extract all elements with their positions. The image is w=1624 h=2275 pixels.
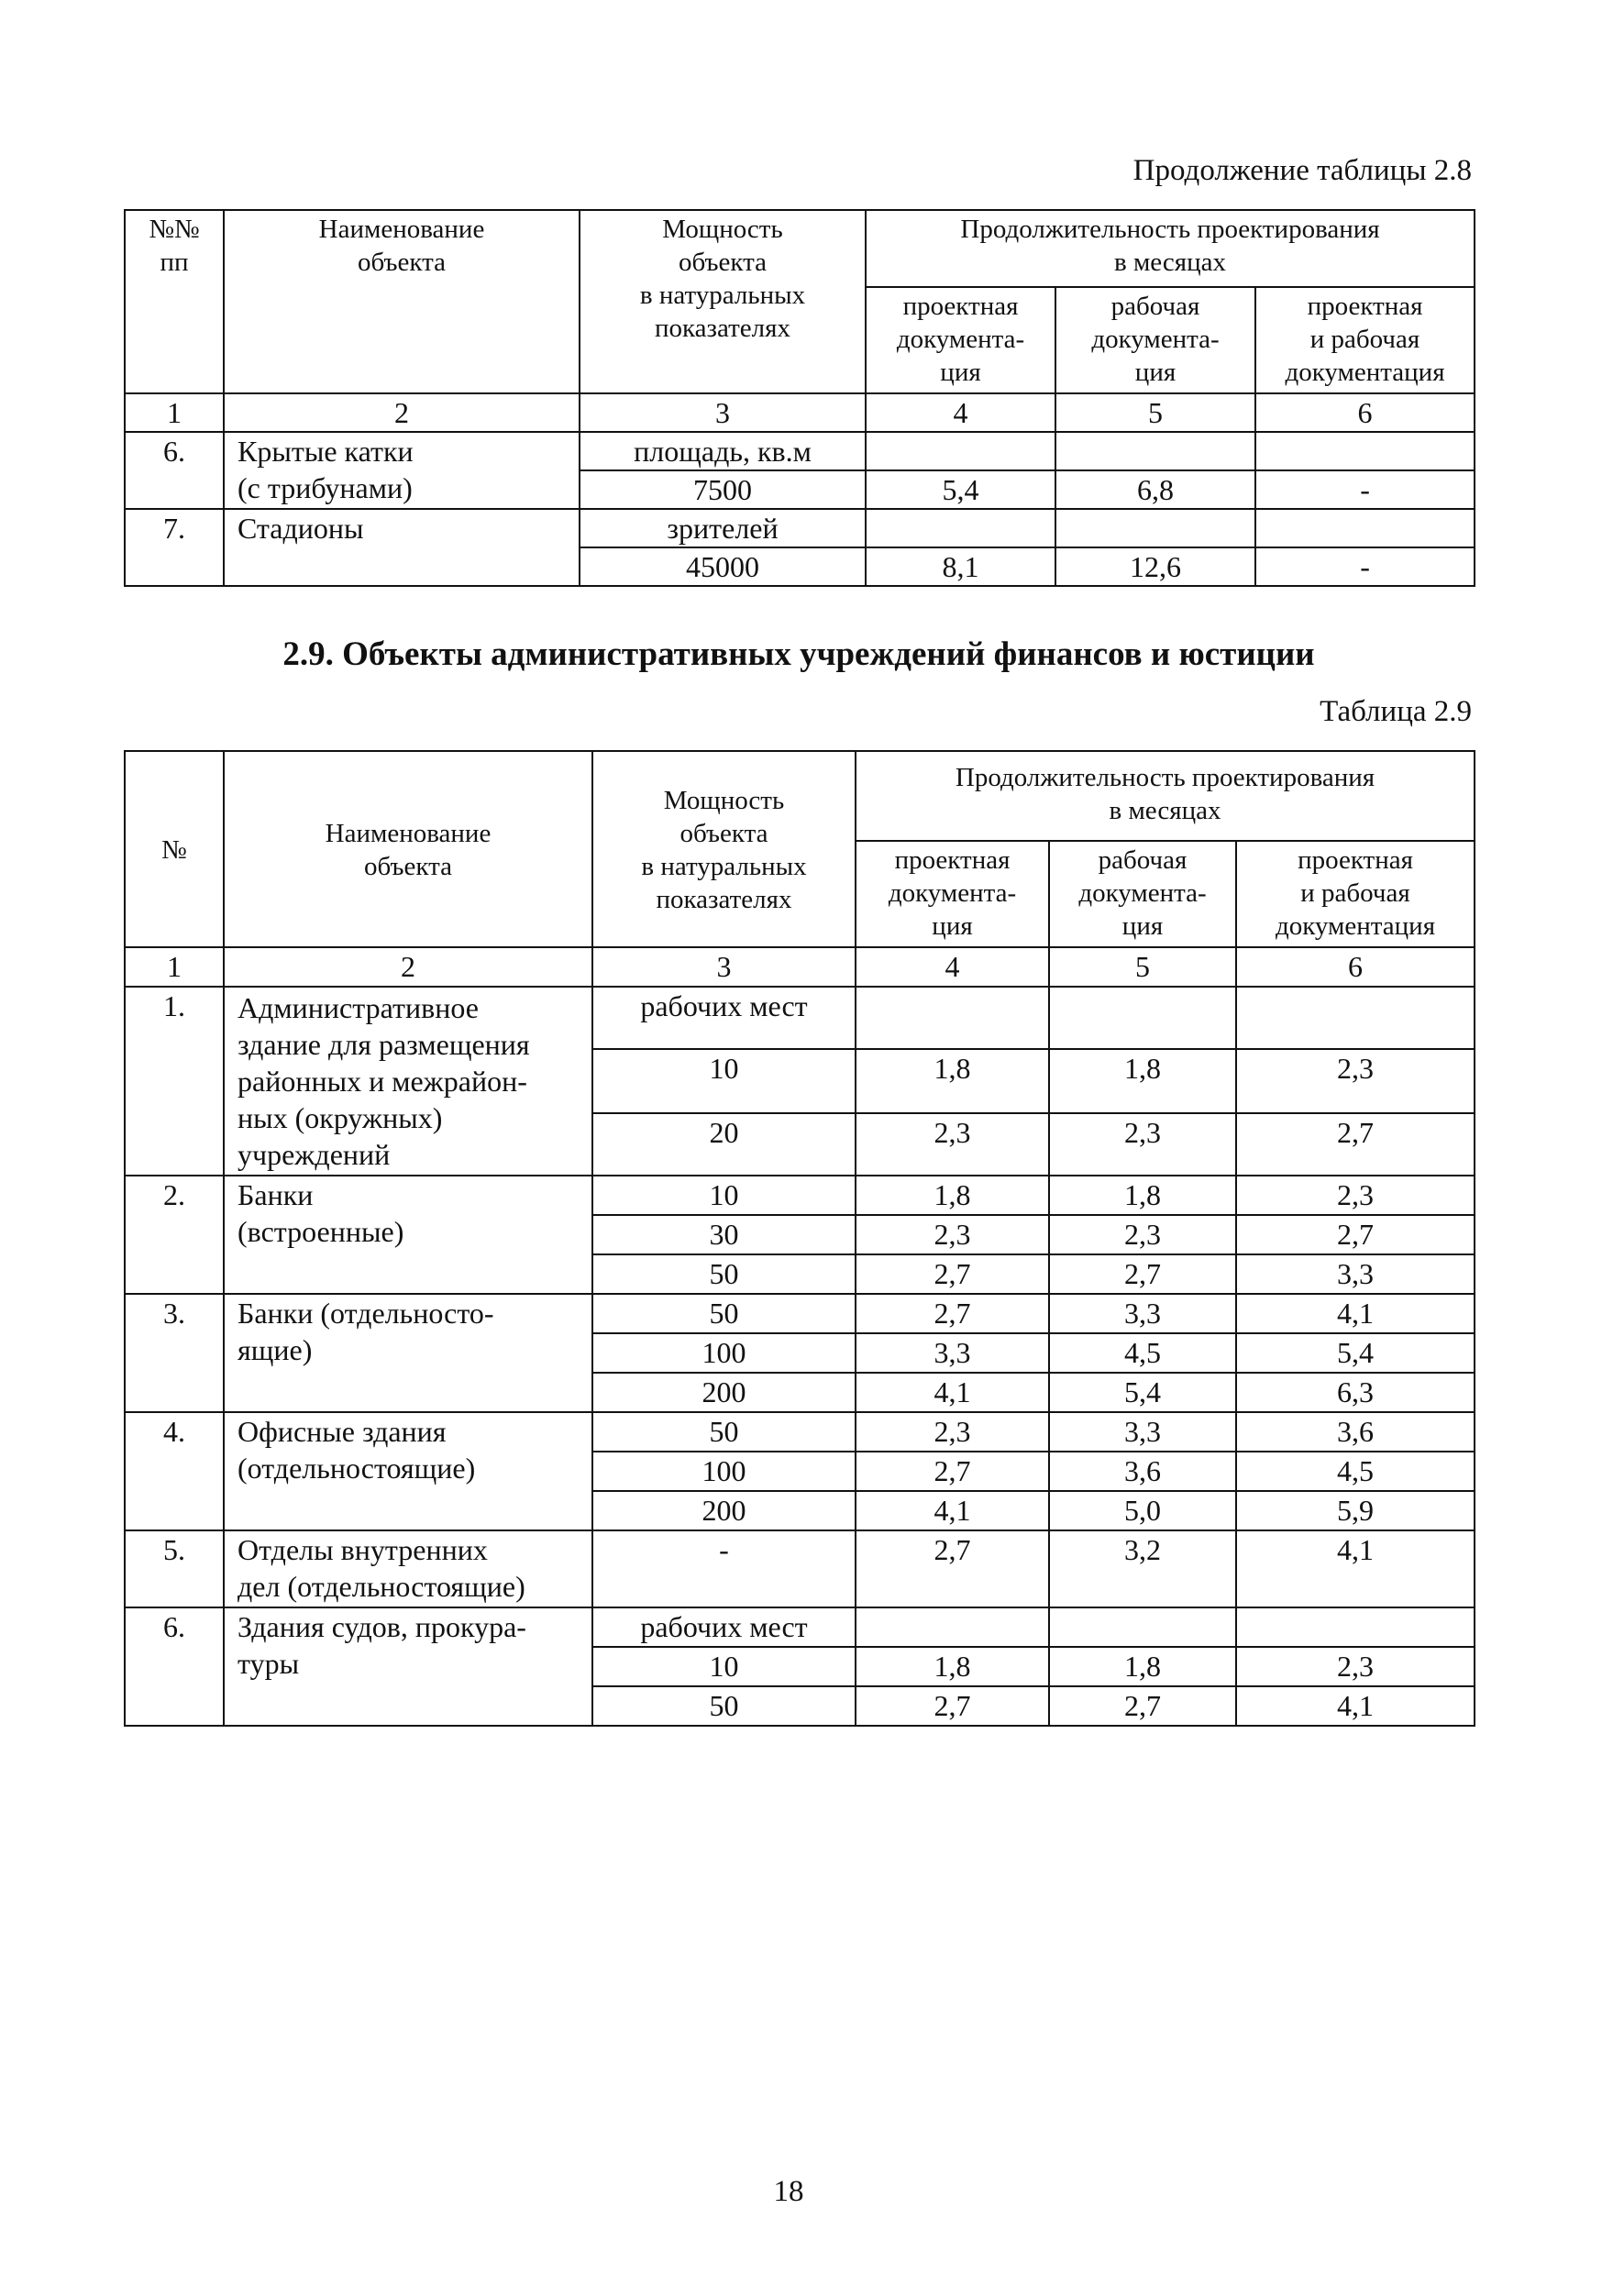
capacity-value: 50: [592, 1412, 856, 1452]
capacity-value: 20: [592, 1113, 856, 1176]
working-duration: 1,8: [1049, 1176, 1236, 1215]
empty-cell: [1049, 1607, 1236, 1647]
total-duration: 2,3: [1236, 1647, 1475, 1686]
capacity-unit: рабочих мест: [592, 1607, 856, 1647]
row-number: 6.: [125, 432, 224, 509]
capacity-unit: зрителей: [580, 509, 866, 547]
header-working-docs: рабочая документа- ция: [1055, 287, 1255, 393]
row-number: 6.: [125, 1607, 224, 1726]
total-duration: 3,6: [1236, 1412, 1475, 1452]
empty-cell: [1236, 1607, 1475, 1647]
working-duration: 5,0: [1049, 1491, 1236, 1530]
header-duration: Продолжительность проектирования в месяцах: [856, 751, 1475, 841]
total-duration: -: [1255, 547, 1475, 586]
total-duration: 6,3: [1236, 1373, 1475, 1412]
table-2-9-caption: Таблица 2.9: [1320, 695, 1472, 728]
table-2-8: [124, 209, 1475, 587]
working-duration: 2,7: [1049, 1686, 1236, 1726]
column-number: 1: [125, 393, 224, 432]
object-name-line: (с трибунами): [238, 471, 413, 504]
total-duration: 4,1: [1236, 1686, 1475, 1726]
capacity-value: 200: [592, 1373, 856, 1412]
empty-cell: [1049, 987, 1236, 1049]
empty-cell: [1236, 987, 1475, 1049]
capacity-unit: рабочих мест: [592, 987, 856, 1049]
object-name: Административное здание для размещения районных и межрайон- ных (окружных) учреждений: [224, 987, 592, 1176]
design-duration: 8,1: [866, 547, 1055, 586]
working-duration: 3,6: [1049, 1452, 1236, 1491]
object-name: Офисные здания (отдельностоящие): [224, 1412, 592, 1530]
header-design-docs: проектная документа- ция: [866, 287, 1055, 393]
total-duration: 2,7: [1236, 1113, 1475, 1176]
empty-cell: [856, 1607, 1049, 1647]
capacity-value: 100: [592, 1333, 856, 1373]
column-number: 4: [856, 947, 1049, 987]
working-duration: 2,7: [1049, 1254, 1236, 1294]
working-duration: 3,3: [1049, 1294, 1236, 1333]
total-duration: 3,3: [1236, 1254, 1475, 1294]
row-number: 2.: [125, 1176, 224, 1294]
design-duration: 4,1: [856, 1373, 1049, 1412]
column-number: 3: [592, 947, 856, 987]
design-duration: 1,8: [856, 1049, 1049, 1113]
capacity-value: 10: [592, 1049, 856, 1113]
column-number: 1: [125, 947, 224, 987]
capacity-value: 50: [592, 1294, 856, 1333]
section-heading: 2.9. Объекты административных учреждений финансов и юстиции: [282, 635, 1315, 673]
row-number: 7.: [125, 509, 224, 586]
header-working-docs: рабочая документа- ция: [1049, 841, 1236, 947]
design-duration: 2,7: [856, 1686, 1049, 1726]
total-duration: 5,9: [1236, 1491, 1475, 1530]
capacity-value: 50: [592, 1254, 856, 1294]
total-duration: 2,3: [1236, 1176, 1475, 1215]
empty-cell: [1055, 509, 1255, 547]
capacity-value: 30: [592, 1215, 856, 1254]
column-number: 6: [1236, 947, 1475, 987]
column-number: 2: [224, 393, 580, 432]
working-duration: 3,3: [1049, 1412, 1236, 1452]
empty-cell: [1255, 432, 1475, 470]
design-duration: 4,1: [856, 1491, 1049, 1530]
design-duration: 2,7: [856, 1254, 1049, 1294]
empty-cell: [1055, 432, 1255, 470]
total-duration: 4,1: [1236, 1294, 1475, 1333]
header-design-docs: проектная документа- ция: [856, 841, 1049, 947]
object-name: Отделы внутренних дел (отдельностоящие): [224, 1530, 592, 1607]
header-number: №№ пп: [125, 210, 224, 393]
working-duration: 1,8: [1049, 1049, 1236, 1113]
header-name: Наименование объекта: [224, 210, 580, 393]
design-duration: 2,3: [856, 1113, 1049, 1176]
table-2-8-caption: Продолжение таблицы 2.8: [1132, 154, 1472, 187]
capacity-value: 50: [592, 1686, 856, 1726]
design-duration: 2,7: [856, 1294, 1049, 1333]
capacity-value: -: [592, 1530, 856, 1607]
working-duration: 5,4: [1049, 1373, 1236, 1412]
empty-cell: [866, 432, 1055, 470]
working-duration: 12,6: [1055, 547, 1255, 586]
design-duration: 1,8: [856, 1176, 1049, 1215]
object-name: Здания судов, прокура- туры: [224, 1607, 592, 1726]
working-duration: 6,8: [1055, 470, 1255, 509]
row-number: 5.: [125, 1530, 224, 1607]
header-name: Наименование объекта: [224, 751, 592, 947]
total-duration: 2,3: [1236, 1049, 1475, 1113]
design-duration: 3,3: [856, 1333, 1049, 1373]
column-number: 6: [1255, 393, 1475, 432]
working-duration: 2,3: [1049, 1113, 1236, 1176]
design-duration: 2,3: [856, 1215, 1049, 1254]
total-duration: 2,7: [1236, 1215, 1475, 1254]
design-duration: 2,7: [856, 1452, 1049, 1491]
column-number: 3: [580, 393, 866, 432]
capacity-value: 45000: [580, 547, 866, 586]
column-number: 4: [866, 393, 1055, 432]
design-duration: 2,3: [856, 1412, 1049, 1452]
object-name: Банки (отдельносто- ящие): [224, 1294, 592, 1412]
capacity-value: 7500: [580, 470, 866, 509]
capacity-value: 10: [592, 1176, 856, 1215]
empty-cell: [1255, 509, 1475, 547]
page-number: 18: [773, 2175, 804, 2208]
object-name: [224, 432, 580, 509]
total-duration: 4,5: [1236, 1452, 1475, 1491]
header-design-working-docs: проектная и рабочая документация: [1255, 287, 1475, 393]
row-number: 3.: [125, 1294, 224, 1412]
total-duration: -: [1255, 470, 1475, 509]
working-duration: 4,5: [1049, 1333, 1236, 1373]
design-duration: 5,4: [866, 470, 1055, 509]
capacity-unit: площадь, кв.м: [580, 432, 866, 470]
working-duration: 1,8: [1049, 1647, 1236, 1686]
header-number: №: [125, 751, 224, 947]
row-number: 4.: [125, 1412, 224, 1530]
header-design-working-docs: проектная и рабочая документация: [1236, 841, 1475, 947]
design-duration: 2,7: [856, 1530, 1049, 1607]
empty-cell: [866, 509, 1055, 547]
header-capacity: Мощность объекта в натуральных показателях: [580, 210, 866, 393]
column-number: 2: [224, 947, 592, 987]
column-number: 5: [1049, 947, 1236, 987]
empty-cell: [856, 987, 1049, 1049]
capacity-value: 100: [592, 1452, 856, 1491]
row-number: 1.: [125, 987, 224, 1176]
object-name: Банки (встроенные): [224, 1176, 592, 1294]
object-name-line: Крытые катки: [238, 435, 414, 468]
working-duration: 3,2: [1049, 1530, 1236, 1607]
total-duration: 5,4: [1236, 1333, 1475, 1373]
capacity-value: 10: [592, 1647, 856, 1686]
header-duration: Продолжительность проектирования в месяцах: [866, 210, 1475, 287]
header-capacity: Мощность объекта в натуральных показателях: [592, 751, 856, 947]
column-number: 5: [1055, 393, 1255, 432]
working-duration: 2,3: [1049, 1215, 1236, 1254]
table-2-9: [124, 750, 1475, 1727]
design-duration: 1,8: [856, 1647, 1049, 1686]
object-name: Стадионы: [224, 509, 580, 586]
total-duration: 4,1: [1236, 1530, 1475, 1607]
capacity-value: 200: [592, 1491, 856, 1530]
